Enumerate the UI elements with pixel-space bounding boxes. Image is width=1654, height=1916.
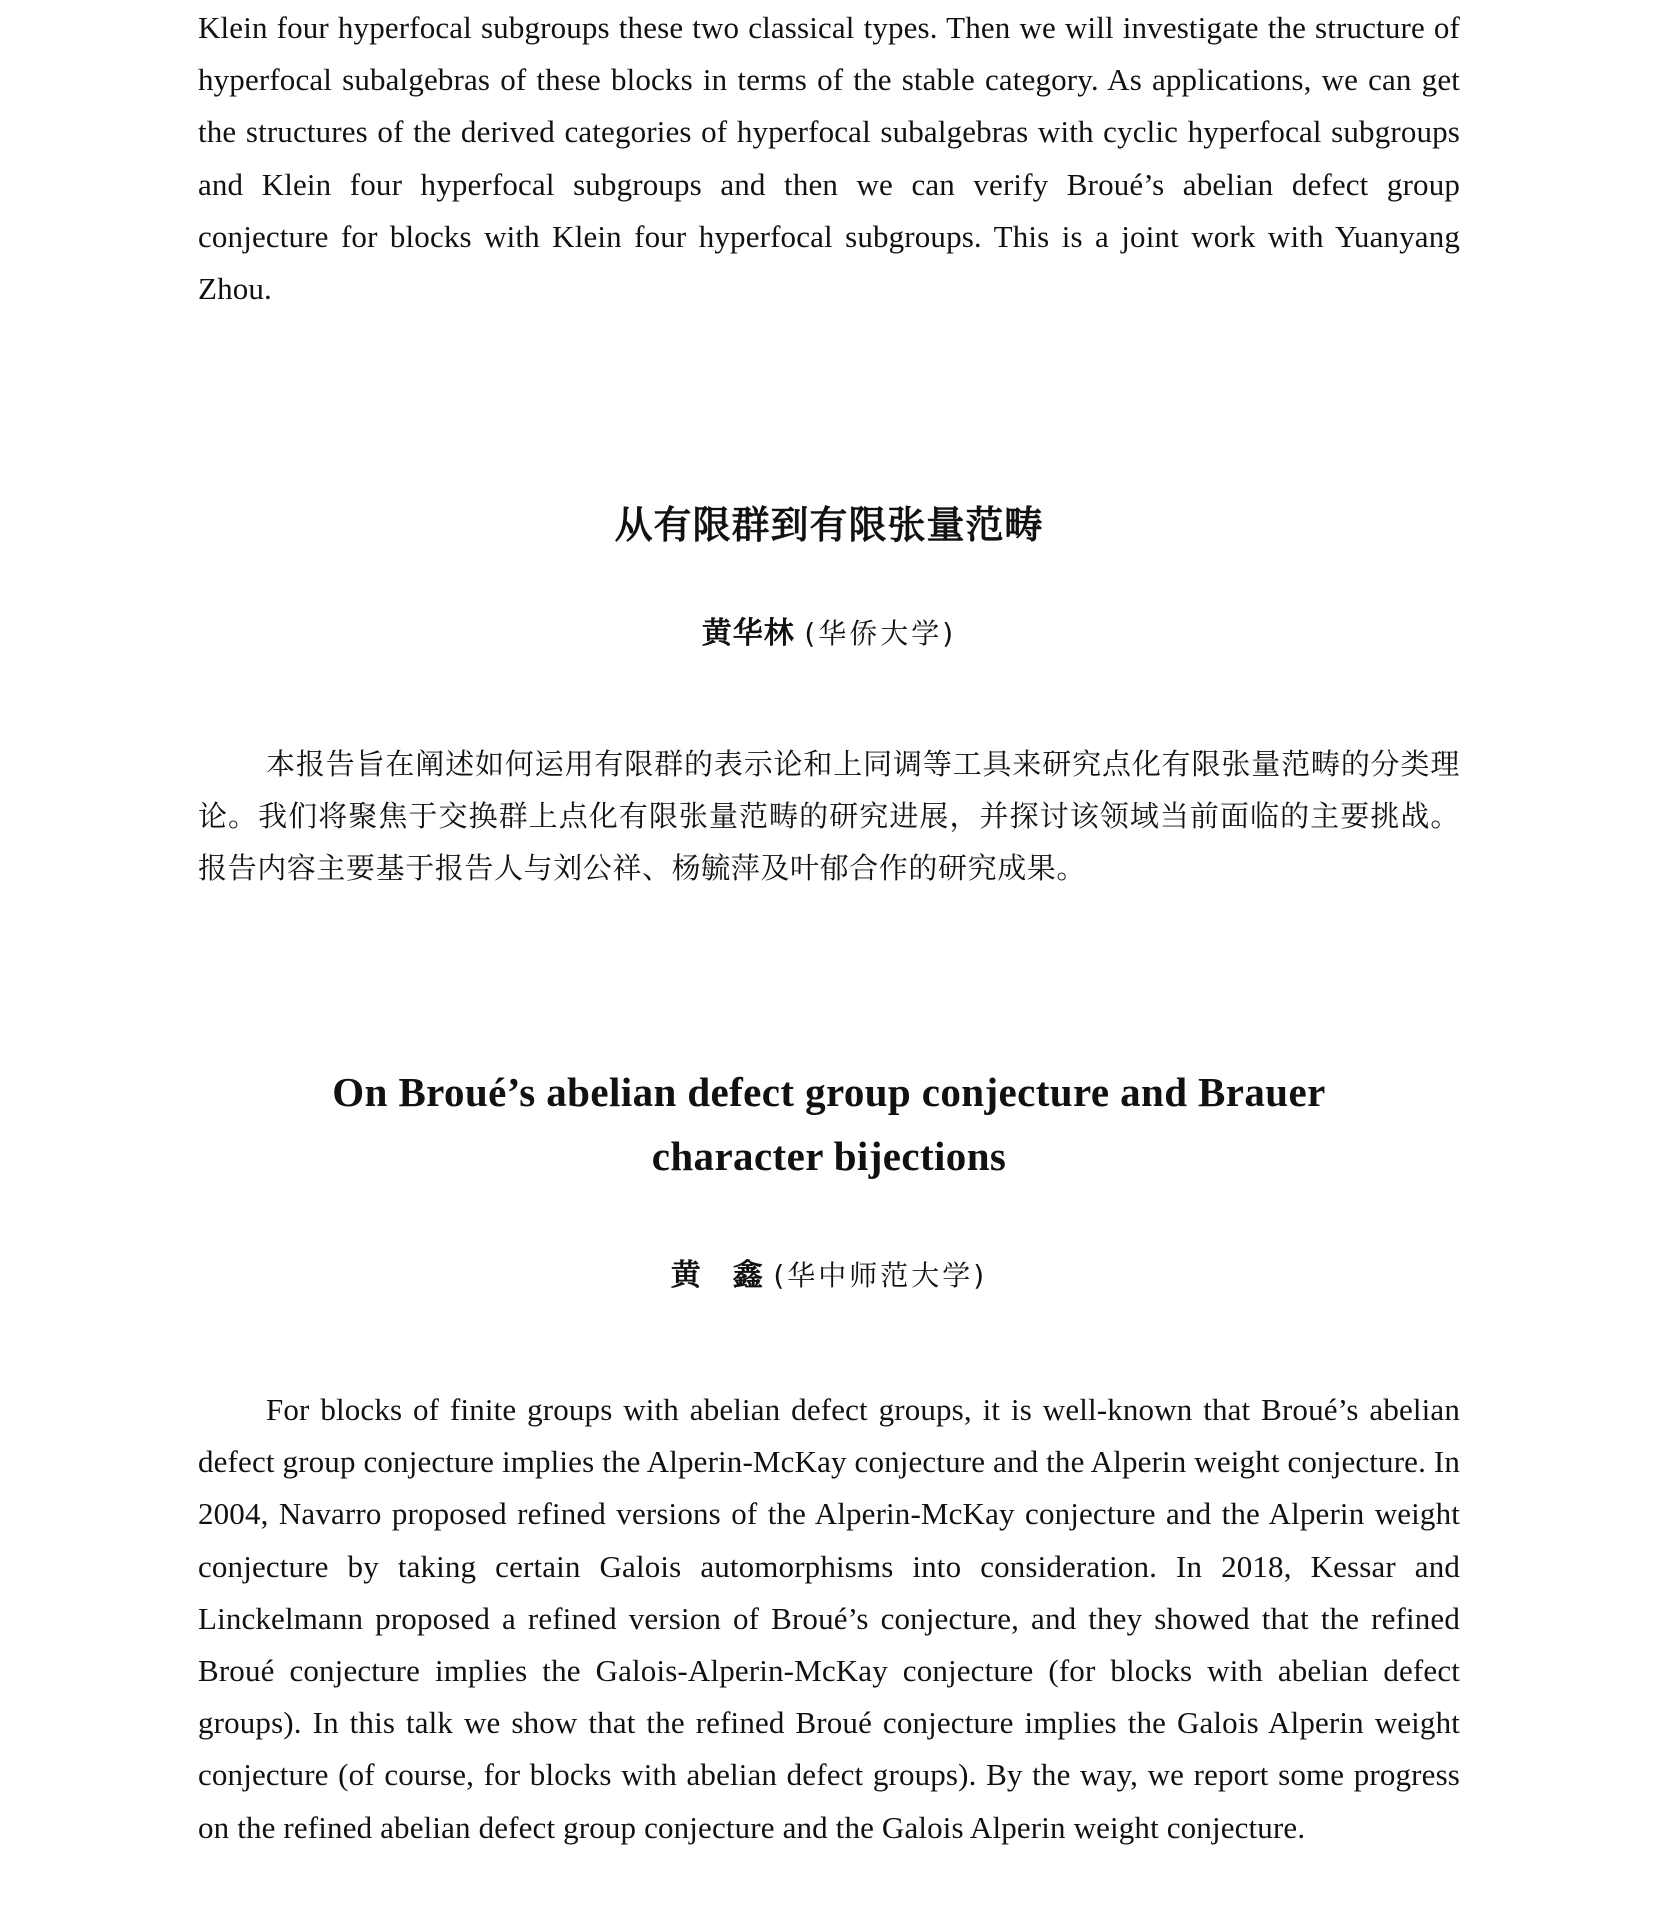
talk2-abstract-section	[198, 1384, 1460, 1854]
talk1-author-line	[198, 608, 1460, 652]
talk1-affiliation: (华侨大学)	[804, 617, 957, 650]
talk2-title-section	[198, 1060, 1460, 1188]
intro-continuation-paragraph: Klein four hyperfocal subgroups these two classical types. Then we will investigate the structure of hyperfocal subalgebras of these blocks in terms of the stable category. As applications, we can get the structures of the derived categories of hyperfocal subalgebras with cyclic hyperfocal subgroups and Klein four hyperfocal subgroups and then we can verify Broué’s abelian defect group conjecture for blocks with Klein four hyperfocal subgroups. This is a joint work with Yuanyang Zhou.	[198, 10, 1460, 307]
intro-section	[198, 2, 1460, 315]
talk2-title-line2: character bijections	[651, 1133, 1007, 1179]
talk2-author-name: 黄 鑫	[670, 1258, 764, 1293]
talk2-author	[198, 1250, 1460, 1294]
talk1-title: 从有限群到有限张量范畴	[614, 503, 1044, 547]
talk2-affiliation: (华中师范大学)	[773, 1259, 988, 1292]
talk1-abstract-section	[198, 738, 1460, 894]
talk2-title	[198, 1060, 1460, 1188]
talk2-author-line	[198, 1250, 1460, 1294]
talk2-title-line1: On Broué’s abelian defect group conjecture and Brauer	[332, 1069, 1326, 1115]
talk1-abstract: 本报告旨在阐述如何运用有限群的表示论和上同调等工具来研究点化有限张量范畴的分类理论。我们将聚焦于交换群上点化有限张量范畴的研究进展，并探讨该领域当前面临的主要挑战。报告内容主要基于报告人与刘公祥、杨毓萍及叶郁合作的研究成果。	[198, 747, 1460, 885]
talk1-author	[198, 608, 1460, 652]
talk1-section	[198, 494, 1460, 549]
talk2-abstract: For blocks of finite groups with abelian defect groups, it is well-known that Broué’s abelian defect group conjecture implies the Alperin-McKay conjecture and the Alperin weight conjecture. In 2004, Navarro proposed refined versions of the Alperin-McKay conjecture and the Alperin weight conjecture by taking certain Galois automorphisms into consideration. In 2018, Kessar and Linckelmann proposed a refined version of Broué’s conjecture, and they showed that the refined Broué conjecture implies the Galois-Alperin-McKay conjecture (for blocks with abelian defect groups). In this talk we show that the refined Broué conjecture implies the Galois Alperin weight conjecture (of course, for blocks with abelian defect groups). By the way, we report some progress on the refined abelian defect group conjecture and the Galois Alperin weight conjecture.	[198, 1392, 1460, 1845]
talk1-author-name: 黄华林	[701, 616, 795, 651]
